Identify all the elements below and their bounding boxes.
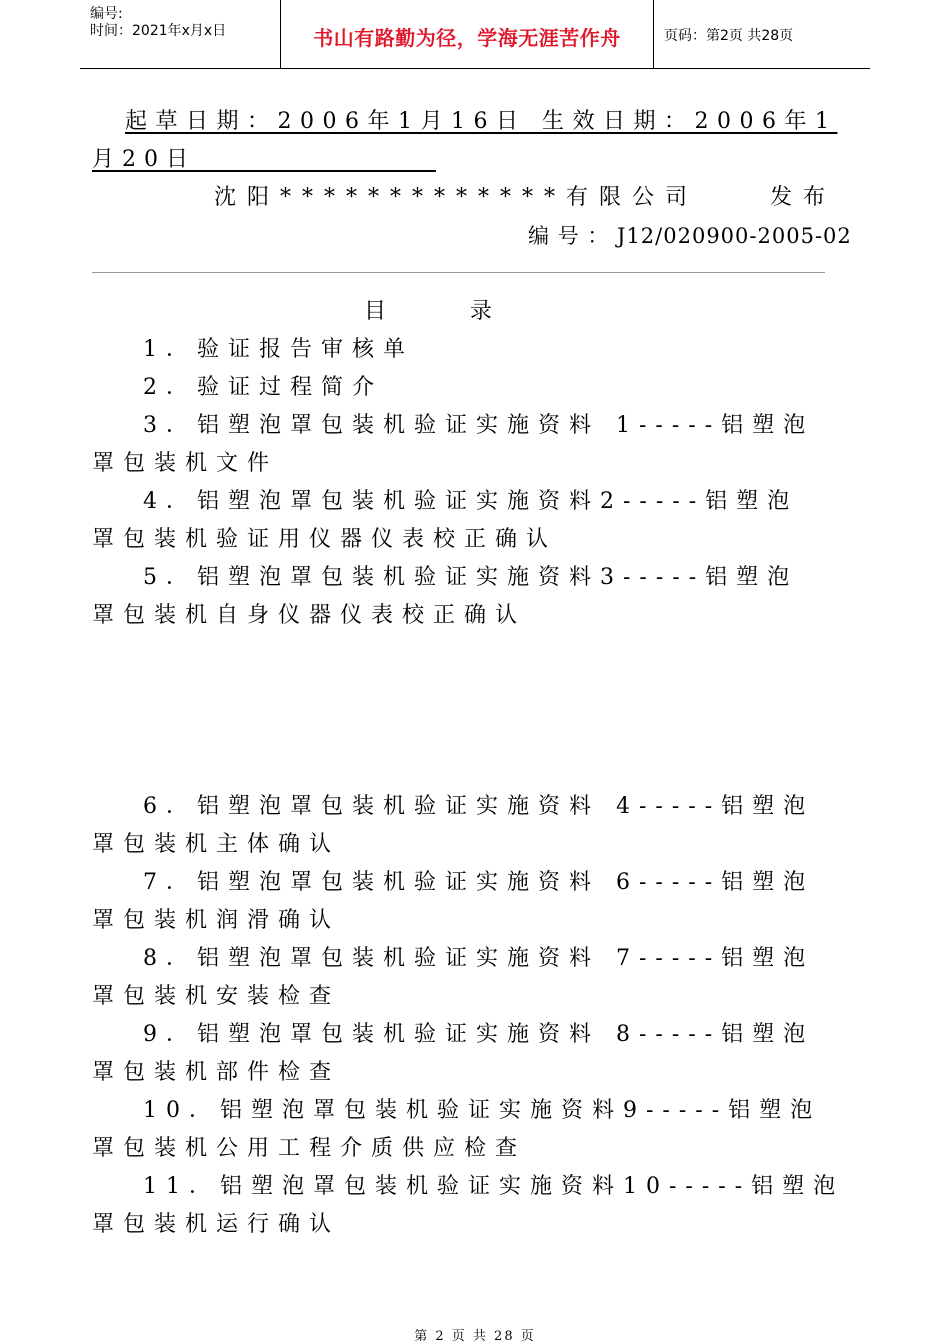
toc-item-2: 2．验证过程简介 [143,375,383,400]
footer-page-info: 第 2 页 共 28 页 [414,1329,536,1344]
header-meta-cell [80,0,281,68]
header-page-cell [654,0,870,68]
toc-item-9-continued: 罩包装机部件检查 [92,1060,341,1085]
toc-item-6: 6．铝塑泡罩包装机验证实施资料 4-----铝塑泡 [143,794,815,819]
toc-item-8-continued: 罩包装机安装检查 [92,984,341,1009]
page-header [80,0,870,69]
dates-line-1: 起草日期：2006年1月16日 生效日期：2006年1 [125,109,838,134]
motto: 书山有路勤为径，学海无涯苦作舟 [313,26,621,50]
toc-title: 目 录 [364,299,492,324]
toc-item-10-continued: 罩包装机公用工程介质供应检查 [92,1136,527,1161]
toc-item-1: 1．验证报告审核单 [143,337,414,362]
toc-item-11: 11．铝塑泡罩包装机验证实施资料10-----铝塑泡 [143,1174,845,1199]
toc-item-4-continued: 罩包装机验证用仪器仪表校正确认 [92,527,558,552]
code-label: 编号: [90,6,123,22]
toc-item-7: 7．铝塑泡罩包装机验证实施资料 6-----铝塑泡 [143,870,815,895]
dates-line-2: 月20日 [92,147,436,172]
toc-item-10: 10．铝塑泡罩包装机验证实施资料9-----铝塑泡 [143,1098,822,1123]
toc-item-5: 5．铝塑泡罩包装机验证实施资料3-----铝塑泡 [143,565,799,590]
toc-item-11-continued: 罩包装机运行确认 [92,1212,341,1237]
issuer-line: 沈阳*************有限公司 发布 [214,185,836,210]
divider [92,272,825,273]
time-label: 时间：2021年x月x日 [90,23,227,39]
toc-item-3-continued: 罩包装机文件 [92,451,279,476]
header-motto-cell [281,0,654,68]
header-page-info: 页码：第2页 共28页 [664,28,794,44]
toc-item-8: 8．铝塑泡罩包装机验证实施资料 7-----铝塑泡 [143,946,815,971]
toc-item-5-continued: 罩包装机自身仪器仪表校正确认 [92,603,527,628]
toc-item-9: 9．铝塑泡罩包装机验证实施资料 8-----铝塑泡 [143,1022,815,1047]
toc-item-6-continued: 罩包装机主体确认 [92,832,341,857]
toc-item-7-continued: 罩包装机润滑确认 [92,908,341,933]
toc-item-3: 3．铝塑泡罩包装机验证实施资料 1-----铝塑泡 [143,413,815,438]
document-number: 编 号 ： J12/020900-2005-02 [528,224,852,248]
toc-item-4: 4．铝塑泡罩包装机验证实施资料2-----铝塑泡 [143,489,799,514]
